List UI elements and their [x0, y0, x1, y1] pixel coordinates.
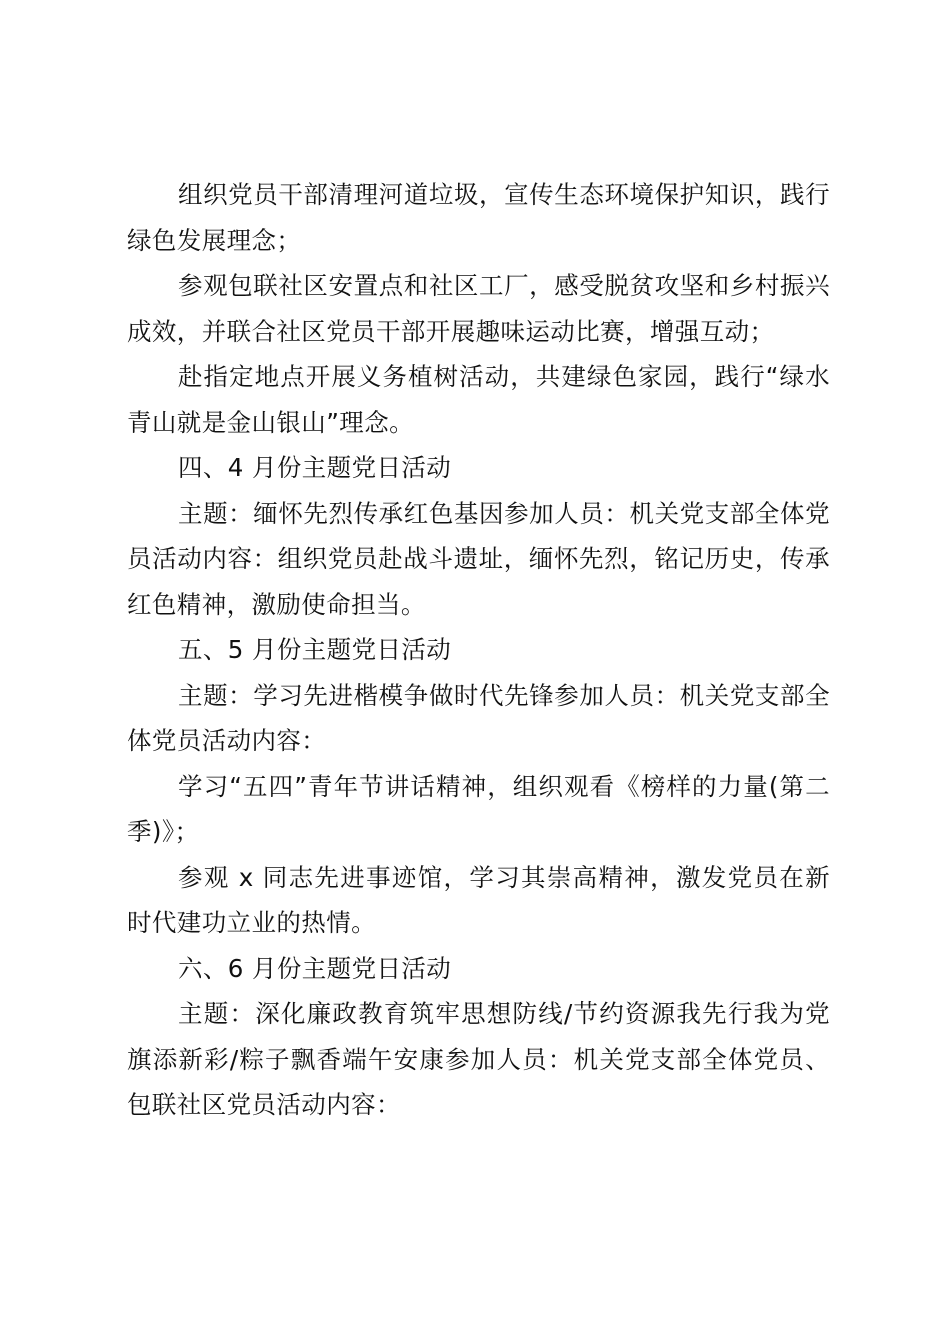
paragraph-may-youth-day: 学习“五四”青年节讲话精神，组织观看《榜样的力量(第二季)》；: [127, 771, 830, 846]
paragraph-june-theme: 主题：深化廉政教育筑牢思想防线/节约资源我先行我为党旗添新彩/粽子飘香端午安康参加人员：机关党支部全体党员、包联社区党员活动内容：: [127, 999, 830, 1119]
section-heading-may: 五、5 月份主题党日活动: [178, 635, 452, 664]
paragraph-april-theme: 主题：缅怀先烈传承红色基因参加人员：机关党支部全体党员活动内容：组织党员赴战斗遗址，缅怀先烈，铭记历史，传承红色精神，激励使命担当。: [127, 498, 830, 619]
paragraph-community-visit: 参观包联社区安置点和社区工厂，感受脱贫攻坚和乡村振兴成效，并联合社区党员干部开展趣味运动比赛，增强互动；: [127, 271, 830, 346]
section-heading-june: 六、6 月份主题党日活动: [178, 953, 452, 983]
document-body: [127, 172, 830, 1128]
paragraph-may-museum-visit: 参观 x 同志先进事迹馆，学习其崇高精神，激发党员在新时代建功立业的热情。: [127, 862, 830, 937]
section-heading-april: 四、4 月份主题党日活动: [178, 453, 452, 482]
paragraph-river-cleanup: 组织党员干部清理河道垃圾，宣传生态环境保护知识，践行绿色发展理念；: [127, 180, 830, 255]
paragraph-may-theme: 主题：学习先进楷模争做时代先锋参加人员：机关党支部全体党员活动内容：: [127, 680, 830, 755]
paragraph-tree-planting: 赴指定地点开展义务植树活动，共建绿色家园，践行“绿水青山就是金山银山”理念。: [127, 362, 830, 437]
